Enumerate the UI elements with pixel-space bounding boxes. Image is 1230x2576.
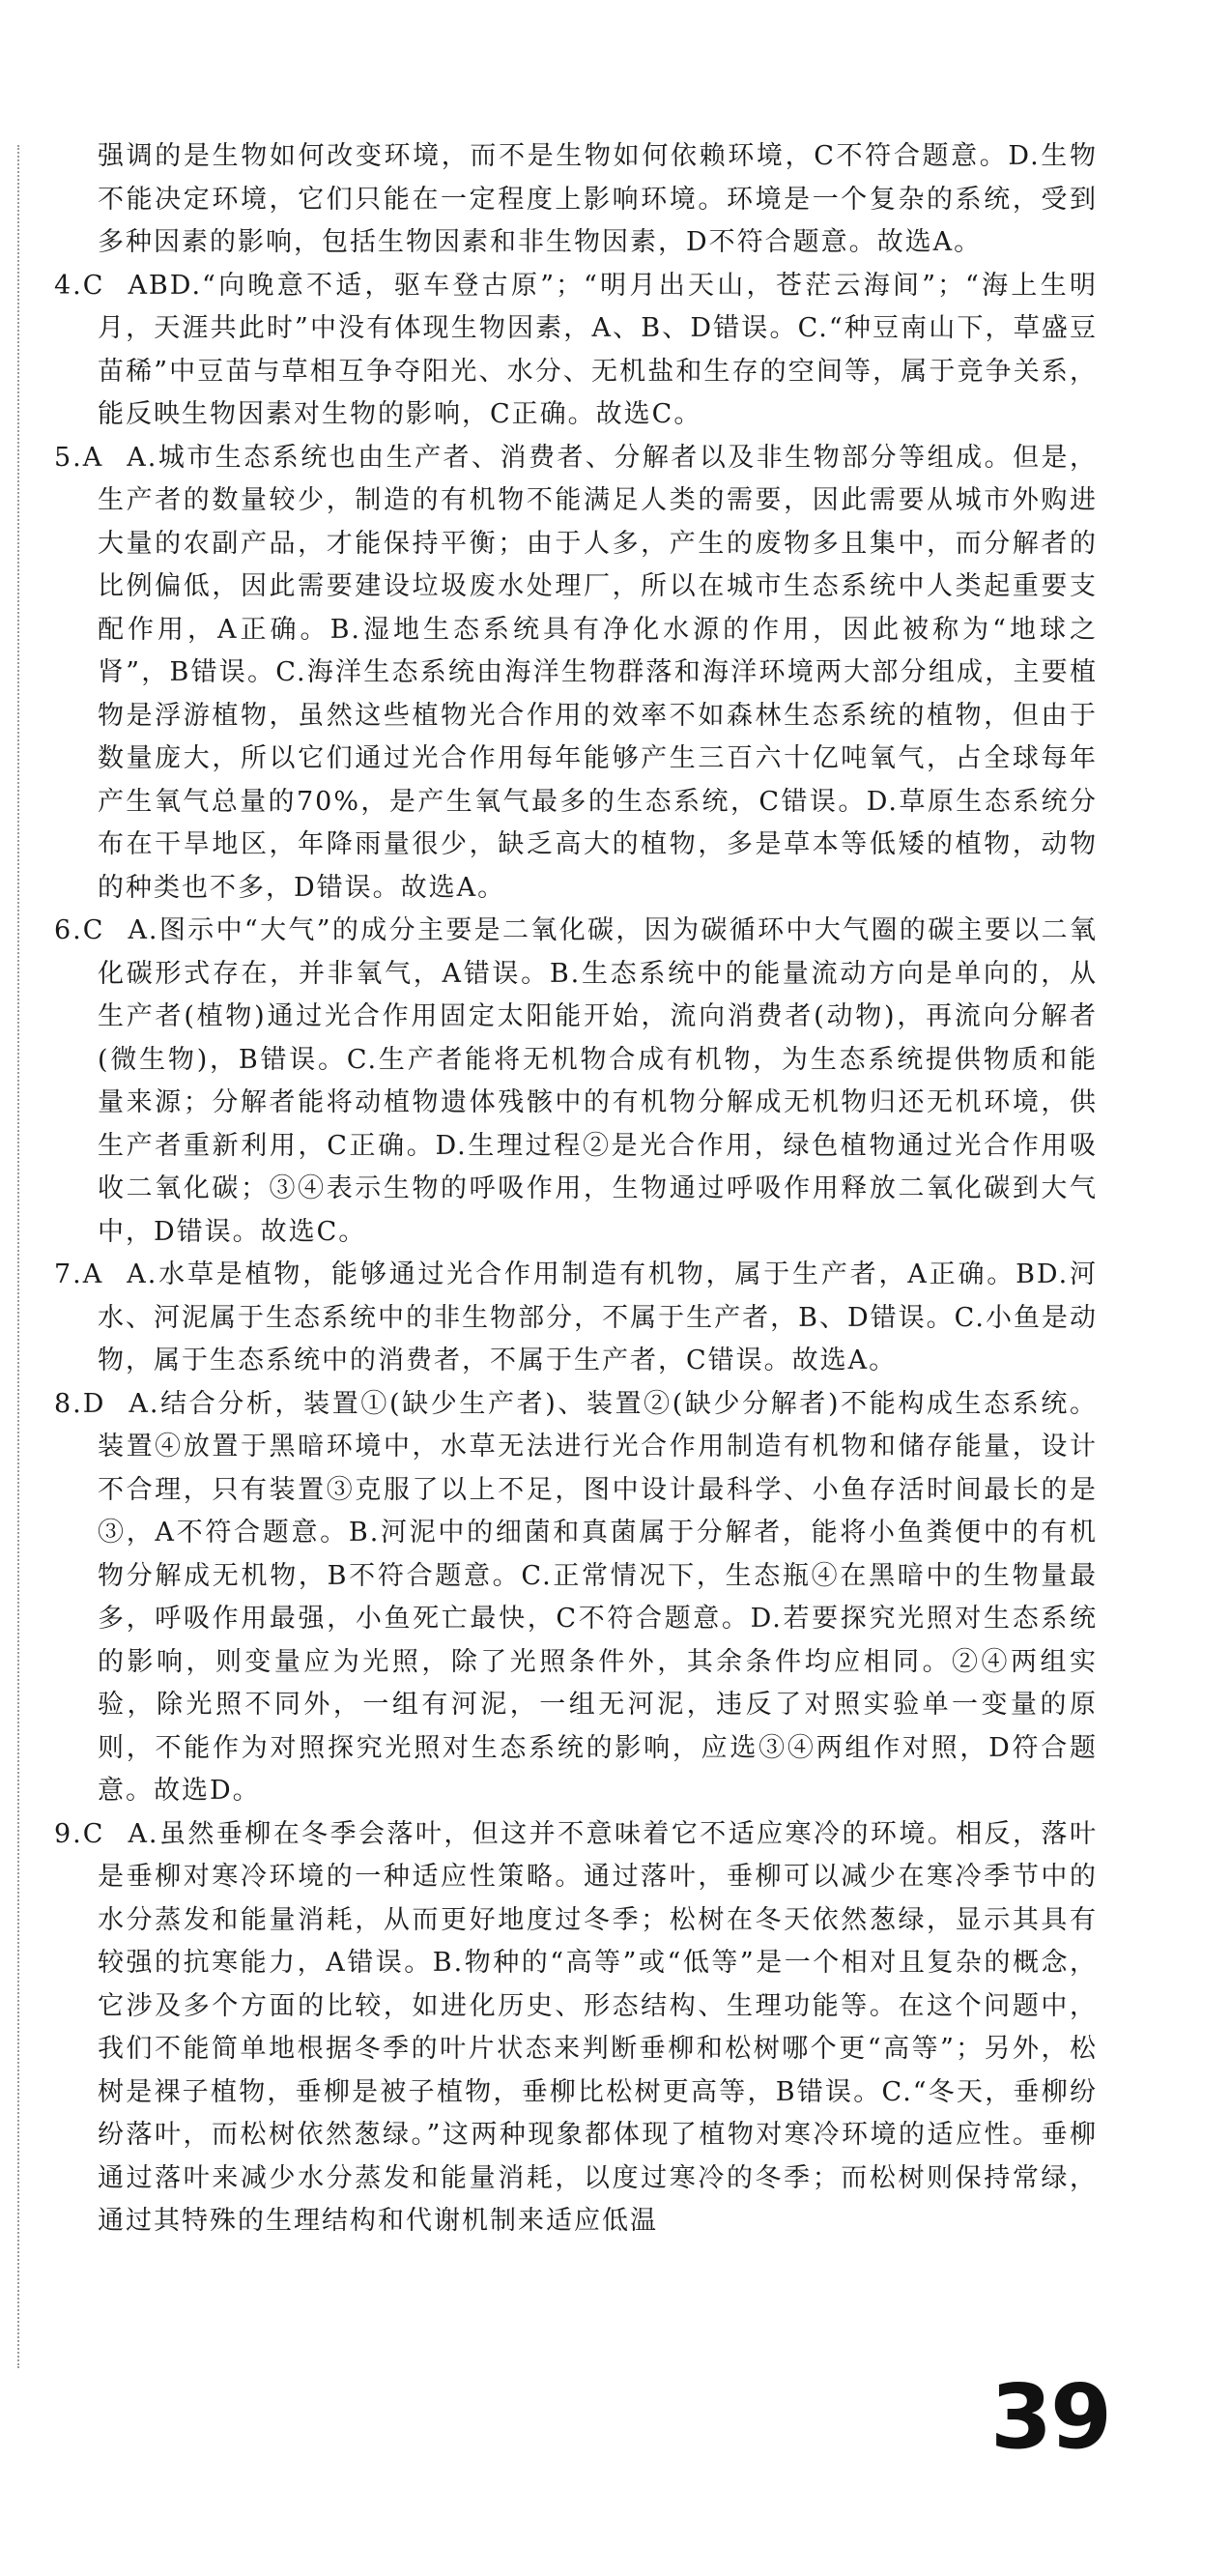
- item-number: 8.: [54, 1388, 83, 1419]
- item-answer: A: [82, 1259, 104, 1289]
- item-explanation: A.图示中“大气”的成分主要是二氧化碳，因为碳循环中大气圈的碳主要以二氧化碳形式存在，并非氧气，A错误。B.生态系统中的能量流动方向是单向的，从生产者(植物)通过光合作用固定太阳能开始，流向消费者(动物)，再流向分解者(微生物)，B错误。C.生产者能将无机物合成有机物，为生态系统提供物质和能量来源；分解者能将动植物遗体残骸中的有机物分解成无机物归还无机环境，供生产者重新利用，C正确。D.生理过程②是光合作用，绿色植物通过光合作用吸收二氧化碳；③④表示生物的呼吸作用，生物通过呼吸作用释放二氧化碳到大气中，D错误。故选C。: [98, 915, 1098, 1247]
- item-explanation: A.虽然垂柳在冬季会落叶，但这并不意味着它不适应寒冷的环境。相反，落叶是垂柳对寒冷环境的一种适应性策略。通过落叶，垂柳可以减少在寒冷季节中的水分蒸发和能量消耗，从而更好地度过冬季；松树在冬天依然葱绿，显示其具有较强的抗寒能力，A错误。B.物种的“高等”或“低等”是一个相对且复杂的概念，它涉及多个方面的比较，如进化历史、形态结构、生理功能等。在这个问题中，我们不能简单地根据冬季的叶片状态来判断垂柳和松树哪个更“高等”；另外，松树是裸子植物，垂柳是被子植物，垂柳比松树更高等，B错误。C.“冬天，垂柳纷纷落叶，而松树依然葱绿。”这两种现象都体现了植物对寒冷环境的适应性。垂柳通过落叶来减少水分蒸发和能量消耗，以度过寒冷的冬季；而松树则保持常绿，通过其特殊的生理结构和代谢机制来适应低温: [98, 1818, 1098, 2236]
- item-number: 4.: [54, 270, 83, 301]
- continuation-paragraph: 强调的是生物如何改变环境，而不是生物如何依赖环境，C不符合题意。D.生物不能决定环境，它们只能在一定程度上影响环境。环境是一个复杂的系统，受到多种因素的影响，包括生物因素和非生物因素，D不符合题意。故选A。: [98, 141, 1098, 257]
- item-answer: C: [82, 270, 105, 301]
- item-number: 7.: [54, 1259, 83, 1289]
- item-answer: A: [82, 442, 104, 473]
- item-explanation: A.结合分析，装置①(缺少生产者)、装置②(缺少分解者)不能构成生态系统。装置④放置于黑暗环境中，水草无法进行光合作用制造有机物和储存能量，设计不合理，只有装置③克服了以上不足，图中设计最科学、小鱼存活时间最长的是③，A不符合题意。B.河泥中的细菌和真菌属于分解者，能将小鱼粪便中的有机物分解成无机物，B不符合题意。C.正常情况下，生态瓶④在黑暗中的生物量最多，呼吸作用最强，小鱼死亡最快，C不符合题意。D.若要探究光照对生态系统的影响，则变量应为光照，除了光照条件外，其余条件均应相同。②④两组实验，除光照不同外，一组有河泥，一组无河泥，违反了对照实验单一变量的原则，不能作为对照探究光照对生态系统的影响，应选③④两组作对照，D符合题意。故选D。: [98, 1388, 1098, 1806]
- answer-explanations: [54, 135, 1098, 2243]
- answer-item-5: [54, 437, 1098, 911]
- page-number: 39: [990, 2365, 1111, 2469]
- item-explanation: A.城市生态系统也由生产者、消费者、分解者以及非生物部分等组成。但是，生产者的数量较少，制造的有机物不能满足人类的需要，因此需要从城市外购进大量的农副产品，才能保持平衡；由于人多，产生的废物多且集中，而分解者的比例偏低，因此需要建设垃圾废水处理厂，所以在城市生态系统中人类起重要支配作用，A正确。B.湿地生态系统具有净化水源的作用，因此被称为“地球之肾”，B错误。C.海洋生态系统由海洋生物群落和海洋环境两大部分组成，主要植物是浮游植物，虽然这些植物光合作用的效率不如森林生态系统的植物，但由于数量庞大，所以它们通过光合作用每年能够产生三百六十亿吨氧气，占全球每年产生氧气总量的70%，是产生氧气最多的生态系统，C错误。D.草原生态系统分布在干旱地区，年降雨量很少，缺乏高大的植物，多是草本等低矮的植物，动物的种类也不多，D错误。故选A。: [98, 442, 1098, 903]
- item-explanation: A.水草是植物，能够通过光合作用制造有机物，属于生产者，A正确。BD.河水、河泥属于生态系统中的非生物部分，不属于生产者，B、D错误。C.小鱼是动物，属于生态系统中的消费者，不属于生产者，C错误。故选A。: [98, 1259, 1098, 1375]
- item-number: 6.: [54, 915, 83, 945]
- answer-item-9: [54, 1813, 1098, 2243]
- item-explanation: ABD.“向晚意不适，驱车登古原”；“明月出天山，苍茫云海间”；“海上生明月，天涯共此时”中没有体现生物因素，A、B、D错误。C.“种豆南山下，草盛豆苗稀”中豆苗与草相互争夺阳光、水分、无机盐和生存的空间等，属于竞争关系，能反映生物因素对生物的影响，C正确。故选C。: [98, 270, 1098, 429]
- item-answer: D: [82, 1388, 106, 1419]
- answer-item-6: [54, 910, 1098, 1254]
- item-number: 5.: [54, 442, 83, 473]
- answer-item-4: [54, 265, 1098, 437]
- binding-margin-dotted-line: [17, 145, 19, 2368]
- item-answer: C: [82, 915, 105, 945]
- answer-item-8: [54, 1383, 1098, 1813]
- answer-item-7: [54, 1254, 1098, 1383]
- item-number: 9.: [54, 1818, 83, 1849]
- item-answer: C: [82, 1818, 105, 1849]
